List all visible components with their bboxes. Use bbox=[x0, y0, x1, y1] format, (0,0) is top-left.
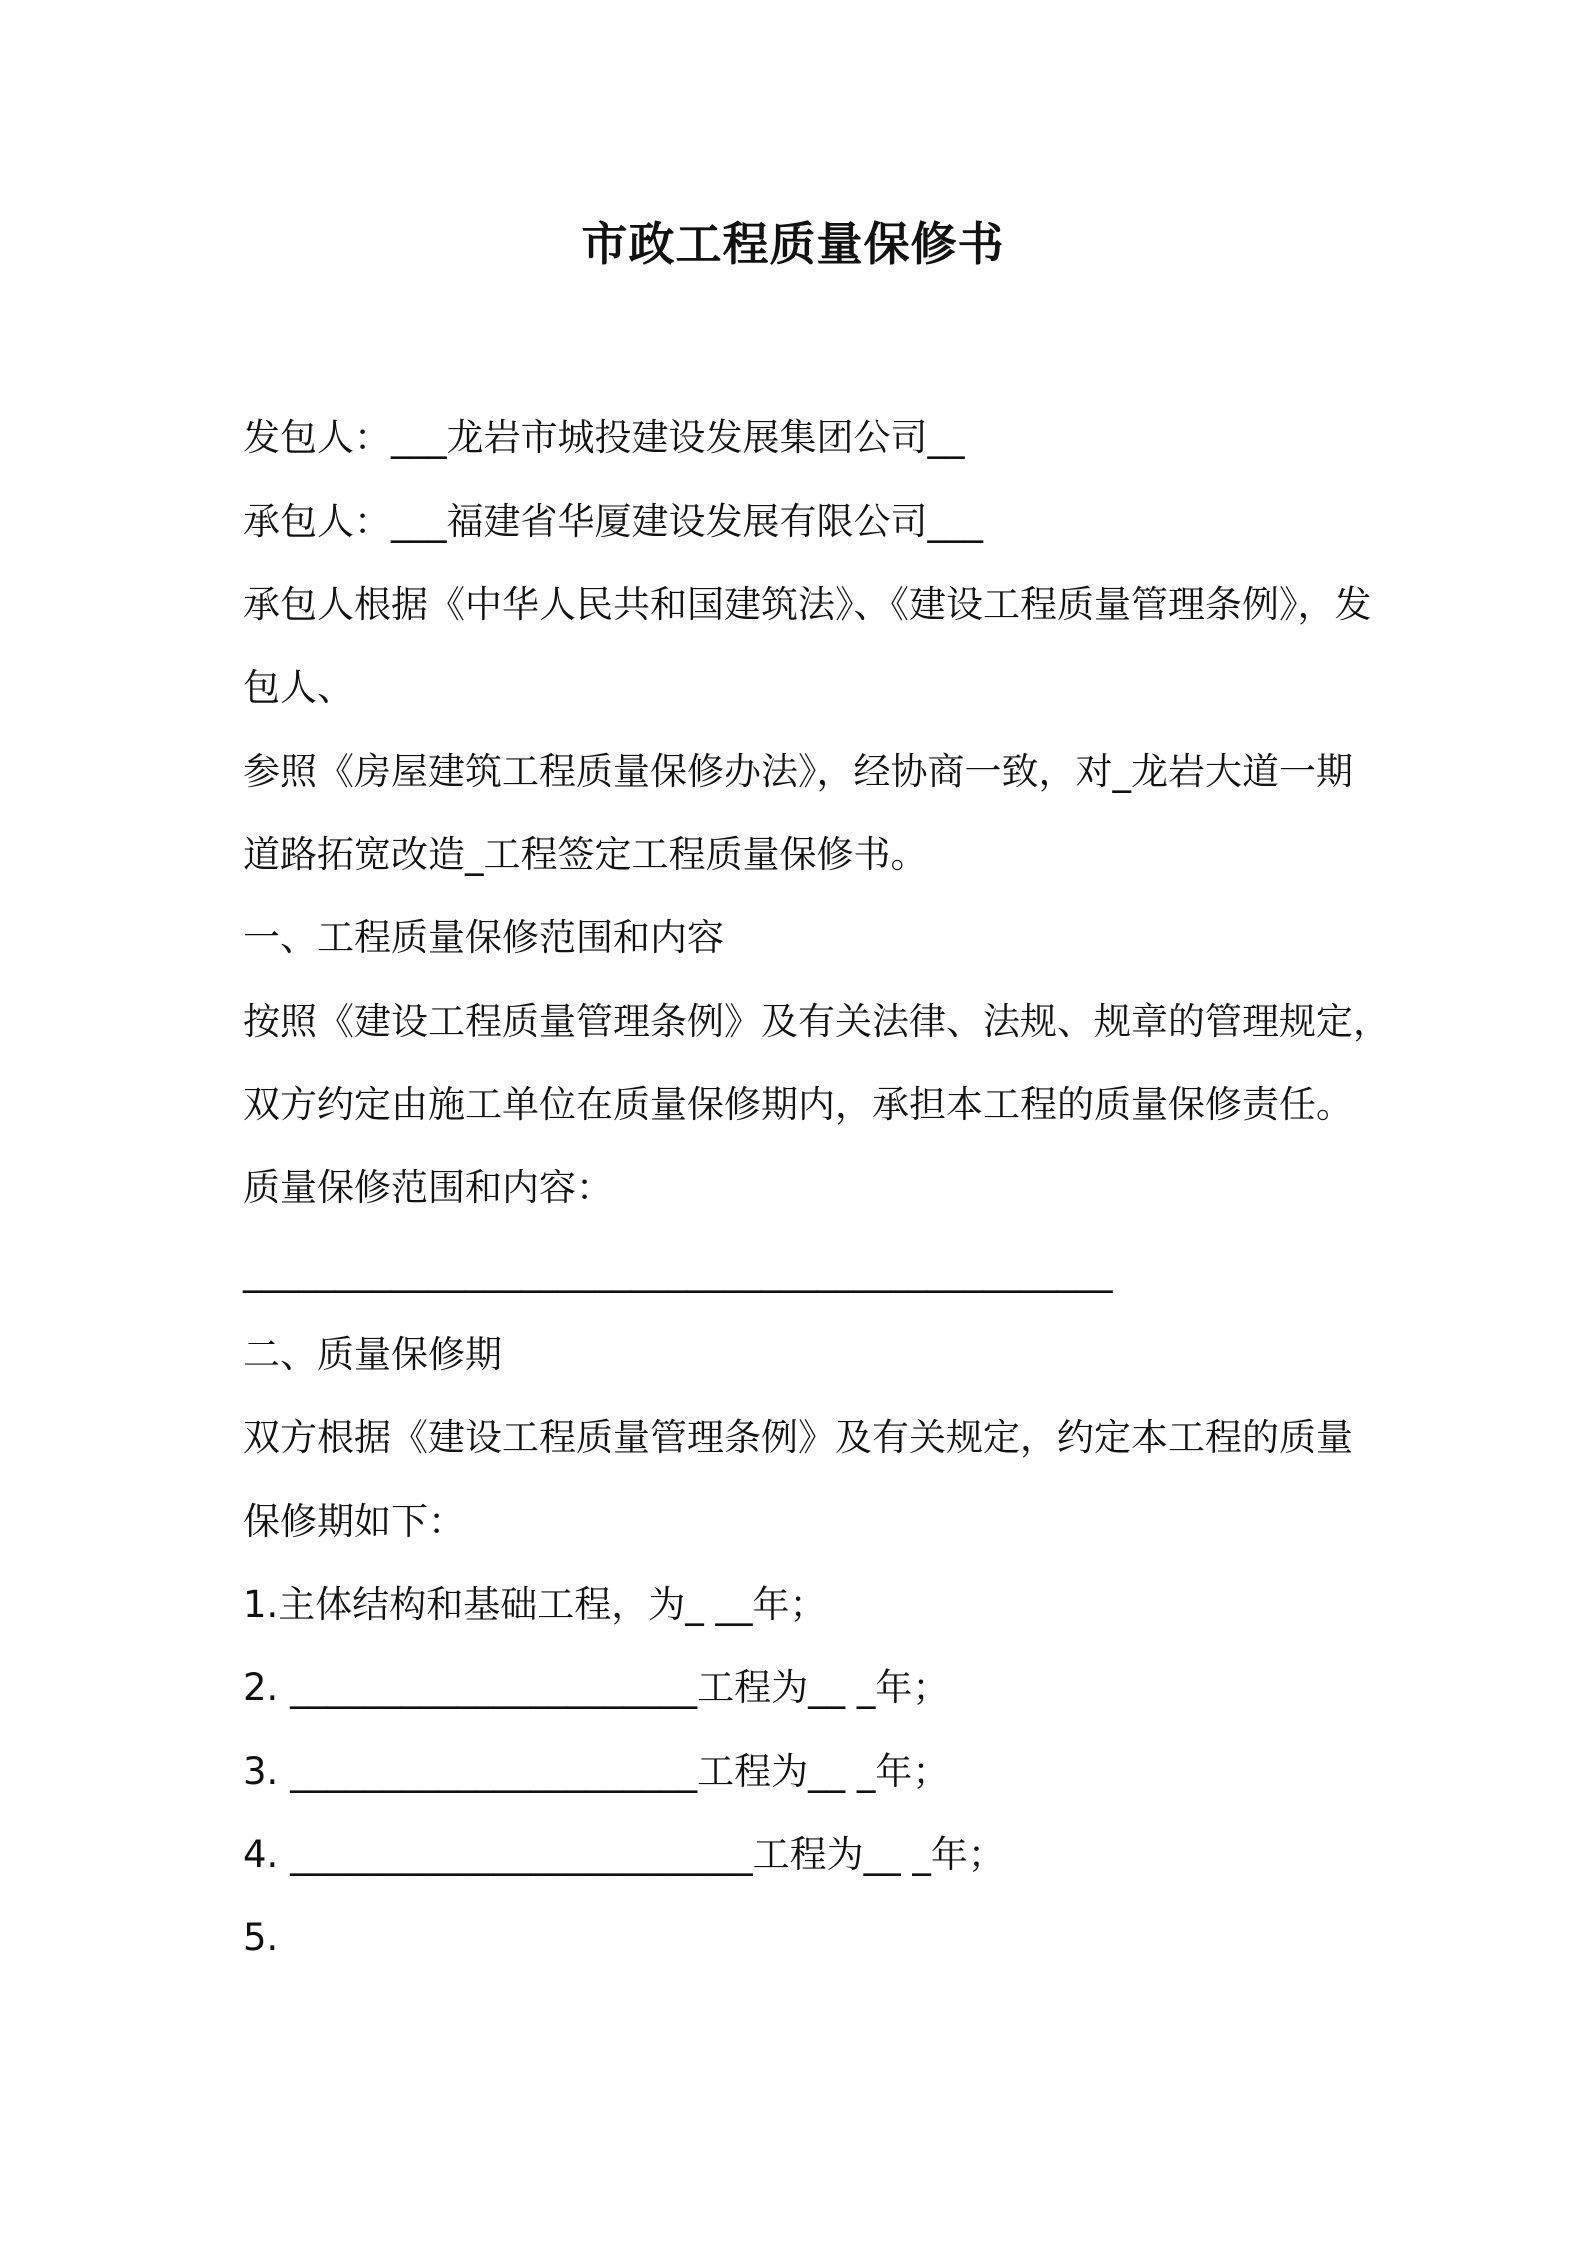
paragraph-line: 道路拓宽改造_工程签定工程质量保修书。 bbox=[243, 833, 928, 876]
paragraph-line: 质量保修范围和内容： bbox=[243, 1166, 613, 1209]
document-title: 市政工程质量保修书 bbox=[581, 217, 1005, 271]
list-item: 2. ______________________工程为__ _年； bbox=[243, 1666, 950, 1709]
list-item: 1.主体结构和基础工程，为_ __年； bbox=[243, 1583, 827, 1626]
list-item: 4. _________________________工程为__ _年； bbox=[243, 1833, 1005, 1876]
party-b-line: 承包人：___福建省华厦建设发展有限公司___ bbox=[243, 500, 983, 543]
paragraph-line: 保修期如下： bbox=[243, 1500, 465, 1543]
section-heading: 一、工程质量保修范围和内容 bbox=[243, 916, 724, 959]
paragraph-line: 参照《房屋建筑工程质量保修办法》，经协商一致，对_龙岩大道一期 bbox=[243, 750, 1353, 793]
paragraph-line: 承包人根据《中华人民共和国建筑法》、《建设工程质量管理条例》，发 bbox=[243, 583, 1372, 626]
paragraph-line: 按照《建设工程质量管理条例》及有关法律、法规、规章的管理规定， bbox=[243, 1000, 1390, 1043]
list-item: 3. ______________________工程为__ _年； bbox=[243, 1750, 950, 1793]
party-a-line: 发包人：___龙岩市城投建设发展集团公司__ bbox=[243, 416, 965, 459]
paragraph-line: 双方根据《建设工程质量管理条例》及有关规定，约定本工程的质量 bbox=[243, 1416, 1353, 1459]
paragraph-line: 双方约定由施工单位在质量保修期内，承担本工程的质量保修责任。 bbox=[243, 1083, 1353, 1126]
list-item: 5. bbox=[243, 1916, 279, 1959]
blank-line: _______________________________________________ bbox=[243, 1250, 1113, 1293]
paragraph-line: 包人、 bbox=[243, 666, 354, 709]
section-heading: 二、质量保修期 bbox=[243, 1333, 502, 1376]
